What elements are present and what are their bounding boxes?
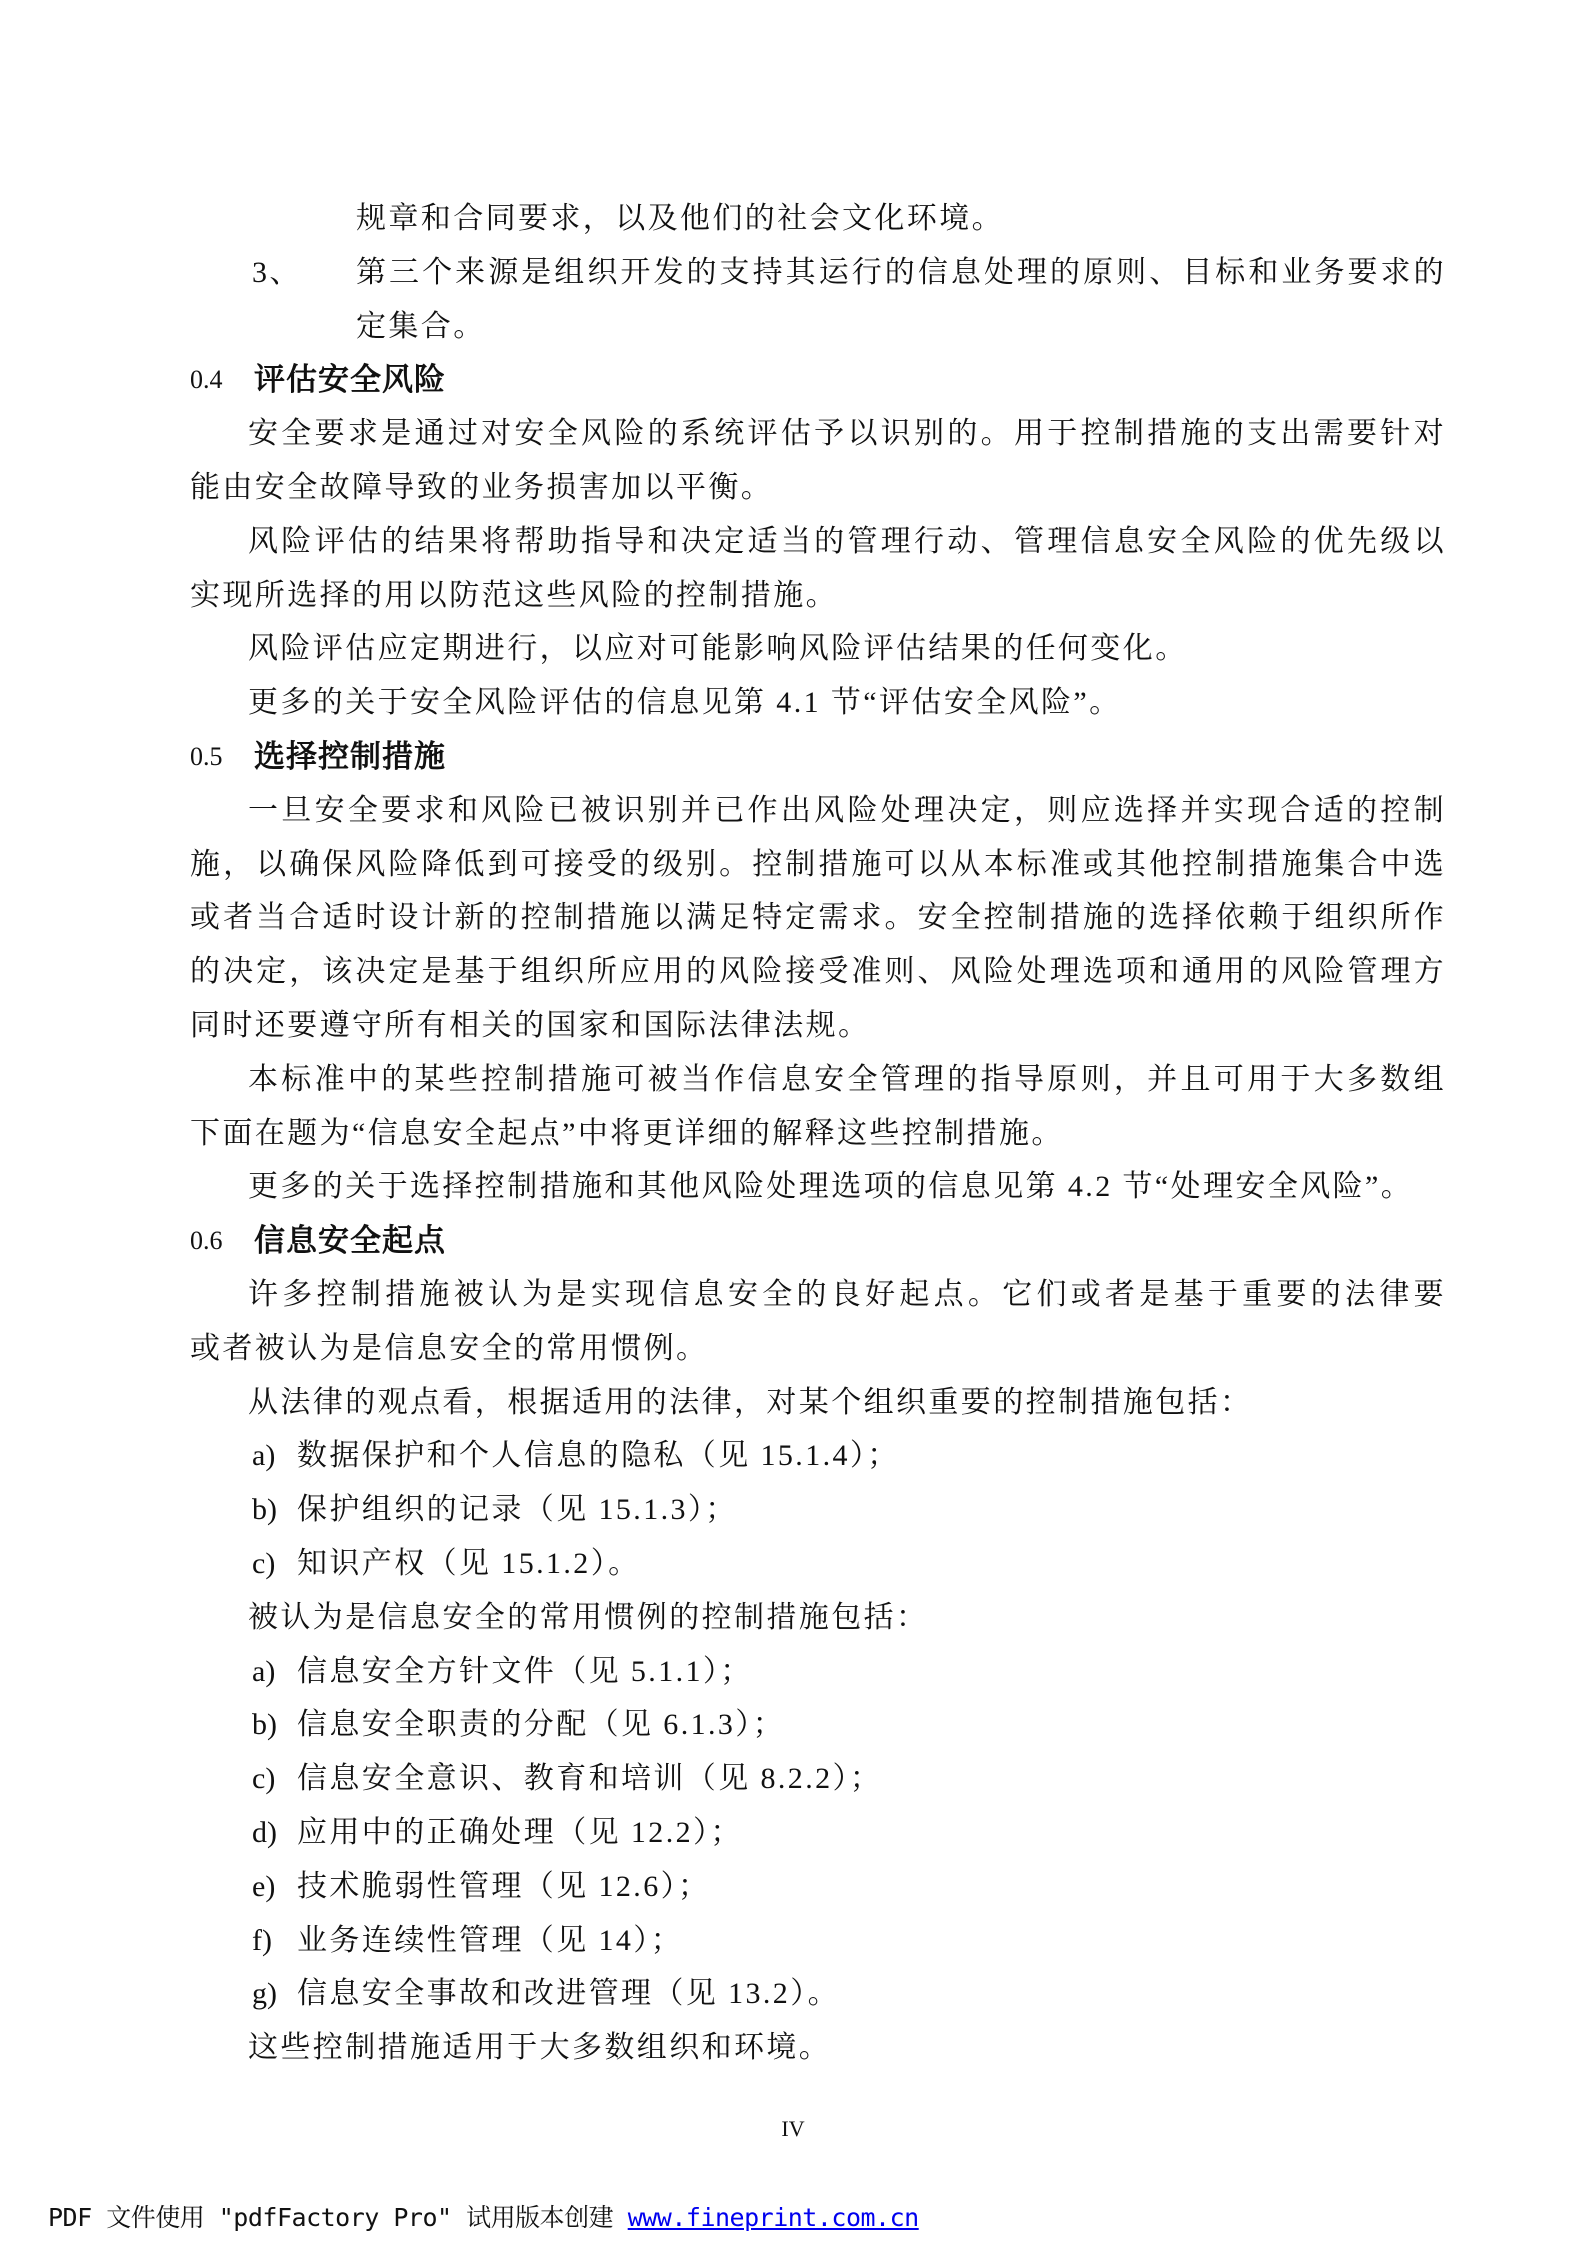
text-line: 风险评估的结果将帮助指导和决定适当的管理行动、管理信息安全风险的优先级以 (248, 524, 1446, 558)
list-item (190, 1967, 1446, 2021)
footer-text: PDF 文件使用 "pdfFactory Pro" 试用版本创建 (48, 2203, 628, 2232)
watermark-footer (48, 2198, 919, 2234)
list-marker: c) (252, 1762, 276, 1796)
list-item-text: 信息安全意识、教育和培训（见 8.2.2）； (297, 1762, 883, 1796)
list-marker: e) (252, 1869, 276, 1903)
list-item-text: 业务连续性管理（见 14）； (297, 1923, 684, 1957)
text-line: 下面在题为“信息安全起点”中将更详细的解释这些控制措施。 (190, 1116, 1064, 1150)
section-title: 选择控制措施 (254, 738, 446, 774)
list-item (190, 1645, 1446, 1699)
list-item (190, 1860, 1446, 1914)
text-line: 同时还要遵守所有相关的国家和国际法律法规。 (190, 1008, 871, 1042)
text-line: 或者被认为是信息安全的常用惯例。 (190, 1331, 709, 1365)
list-marker: c) (252, 1546, 276, 1580)
section-heading (190, 730, 1446, 784)
list-marker: b) (252, 1708, 277, 1742)
numbered-item (190, 246, 1446, 300)
list-item-text: 保护组织的记录（见 15.1.3）； (297, 1493, 738, 1527)
list-marker: f) (252, 1923, 272, 1957)
list-item-text: 知识产权（见 15.1.2）。 (297, 1546, 641, 1580)
list-item-text: 信息安全事故和改进管理（见 13.2）。 (297, 1977, 840, 2011)
page-number: IV (781, 2116, 805, 2141)
list-item (190, 1537, 1446, 1591)
text-line: 安全要求是通过对安全风险的系统评估予以识别的。用于控制措施的支出需要针对 (248, 417, 1446, 451)
list-item (190, 1806, 1446, 1860)
list-marker: a) (252, 1654, 276, 1688)
list-marker: g) (252, 1977, 277, 2011)
text-line: 定集合。 (356, 309, 486, 343)
text-line: 能由安全故障导致的业务损害加以平衡。 (190, 470, 774, 504)
text-line: 或者当合适时设计新的控制措施以满足特定需求。安全控制措施的选择依赖于组织所作 (190, 901, 1446, 935)
list-marker: d) (252, 1815, 277, 1849)
text-line: 风险评估应定期进行，以应对可能影响风险评估结果的任何变化。 (248, 632, 1188, 666)
list-item (190, 1483, 1446, 1537)
text-line: 施，以确保风险降低到可接受的级别。控制措施可以从本标准或其他控制措施集合中选 (190, 847, 1446, 881)
list-item-text: 数据保护和个人信息的隐私（见 15.1.4）； (297, 1439, 900, 1473)
list-item-text: 信息安全职责的分配（见 6.1.3）； (297, 1708, 786, 1742)
text-line: 这些控制措施适用于大多数组织和环境。 (248, 2031, 832, 2065)
section-number: 0.6 (190, 1226, 223, 1256)
list-item-text: 信息安全方针文件（见 5.1.1）； (297, 1654, 753, 1688)
list-item (190, 1914, 1446, 1968)
text-line: 更多的关于选择控制措施和其他风险处理选项的信息见第 4.2 节“处理安全风险”。 (248, 1170, 1414, 1204)
document-body (190, 192, 1446, 2075)
text-line: 从法律的观点看，根据适用的法律，对某个组织重要的控制措施包括： (248, 1385, 1253, 1419)
text-line: 本标准中的某些控制措施可被当作信息安全管理的指导原则，并且可用于大多数组 (248, 1062, 1446, 1096)
list-item-text: 技术脆弱性管理（见 12.6）； (297, 1869, 711, 1903)
text-line: 规章和合同要求，以及他们的社会文化环境。 (356, 202, 1004, 235)
list-item-text: 第三个来源是组织开发的支持其运行的信息处理的原则、目标和业务要求的 (356, 255, 1446, 289)
list-item (190, 1752, 1446, 1806)
footer-link[interactable]: www.fineprint.com.cn (627, 2203, 919, 2232)
section-title: 信息安全起点 (254, 1223, 446, 1259)
list-item-text: 应用中的正确处理（见 12.2）； (297, 1815, 743, 1849)
section-number: 0.5 (190, 741, 223, 771)
text-line: 的决定，该决定是基于组织所应用的风险接受准则、风险处理选项和通用的风险管理方 (190, 955, 1446, 989)
section-heading (190, 1214, 1446, 1268)
list-item (190, 1698, 1446, 1752)
text-line: 更多的关于安全风险评估的信息见第 4.1 节“评估安全风险”。 (248, 686, 1122, 720)
text-line: 实现所选择的用以防范这些风险的控制措施。 (190, 578, 838, 612)
text-line: 被认为是信息安全的常用惯例的控制措施包括： (248, 1600, 929, 1634)
section-number: 0.4 (190, 365, 223, 395)
list-marker: b) (252, 1493, 277, 1527)
section-title: 评估安全风险 (254, 362, 446, 398)
list-marker: a) (252, 1439, 276, 1473)
text-line: 一旦安全要求和风险已被识别并已作出风险处理决定，则应选择并实现合适的控制 (248, 793, 1446, 827)
section-heading (190, 353, 1446, 407)
list-item (190, 1429, 1446, 1483)
text-line: 许多控制措施被认为是实现信息安全的良好起点。它们或者是基于重要的法律要 (248, 1277, 1446, 1311)
list-marker: 3、 (252, 255, 302, 289)
